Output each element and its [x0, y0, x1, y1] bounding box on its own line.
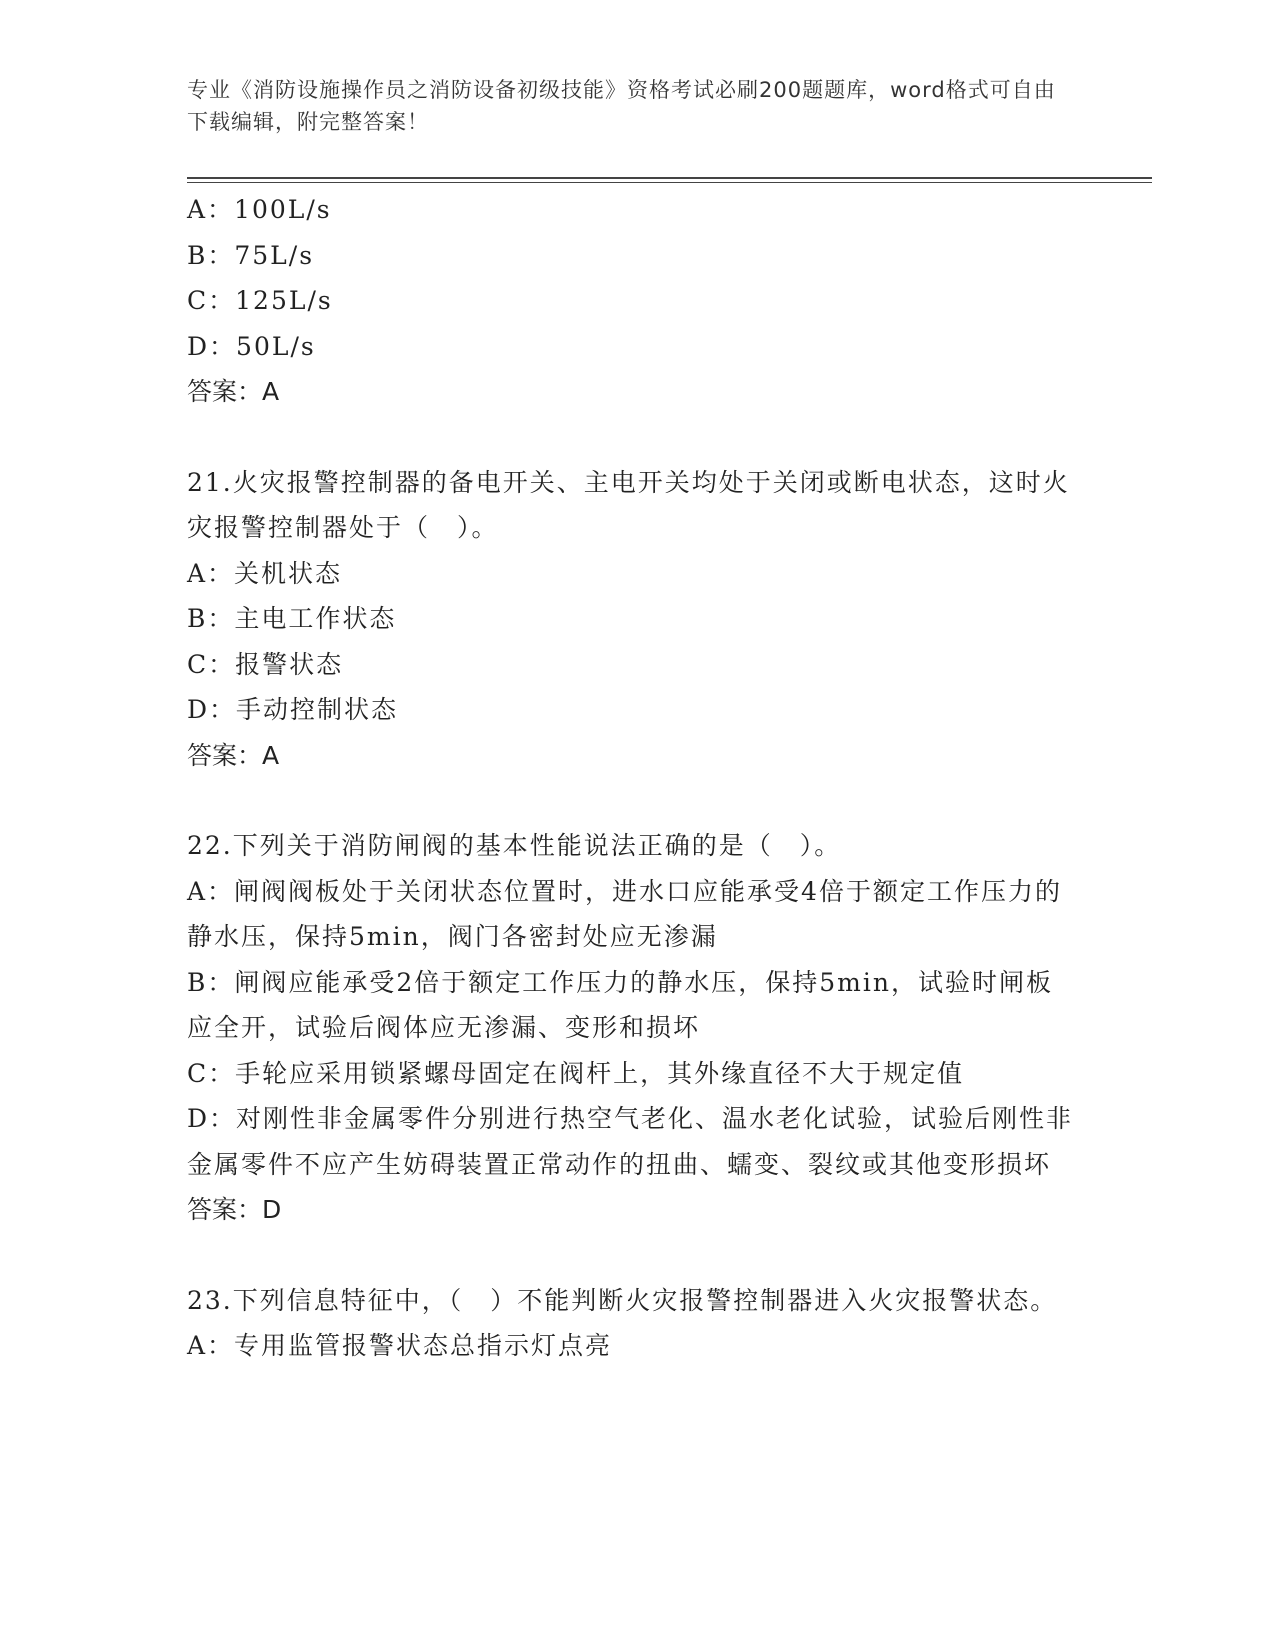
- option-d: D：对刚性非金属零件分别进行热空气老化、温水老化试验，试验后刚性非金属零件不应产生妨碍装置正常动作的扭曲、蠕变、裂纹或其他变形损坏: [187, 1104, 1074, 1179]
- option-b: B：75L/s: [187, 240, 315, 270]
- spacer: [187, 778, 1077, 823]
- spacer: [187, 415, 1077, 460]
- option-b: B：主电工作状态: [187, 604, 397, 633]
- option-d: D：手动控制状态: [187, 695, 399, 724]
- answer-line: 答案：A: [187, 740, 280, 770]
- question-stem: 22.下列关于消防闸阀的基本性能说法正确的是（ ）。: [187, 831, 842, 860]
- document-header: 专业《消防设施操作员之消防设备初级技能》资格考试必刷200题题库，word格式可自由下载编辑，附完整答案！: [187, 78, 1056, 134]
- question-block-21: [187, 460, 1077, 779]
- question-content: [187, 187, 1077, 1369]
- option-c: C：手轮应采用锁紧螺母固定在阀杆上，其外缘直径不大于规定值: [187, 1058, 965, 1088]
- answer-line: 答案：D: [187, 1195, 282, 1224]
- option-a: A：闸阀阀板处于关闭状态位置时，进水口应能承受4倍于额定工作压力的静水压，保持5min，阀门各密封处应无渗漏: [187, 876, 1062, 951]
- question-block-22: [187, 823, 1077, 1233]
- option-b: B：闸阀应能承受2倍于额定工作压力的静水压，保持5min，试验时闸板应全开，试验后阀体应无渗漏、变形和损坏: [187, 967, 1053, 1042]
- option-a: A：100L/s: [187, 195, 332, 224]
- question-stem: 23.下列信息特征中，（ ）不能判断火灾报警控制器进入火灾报警状态。: [187, 1285, 1058, 1315]
- option-c: C：报警状态: [187, 649, 344, 679]
- question-stem: 21.火灾报警控制器的备电开关、主电开关均处于关闭或断电状态，这时火灾报警控制器处于（ ）。: [187, 467, 1070, 542]
- option-d: D：50L/s: [187, 331, 316, 361]
- option-a: A：关机状态: [187, 558, 343, 588]
- question-block-23: [187, 1278, 1077, 1369]
- prev-question-block: [187, 187, 1077, 415]
- header-divider-thin: [187, 182, 1152, 183]
- answer-line: 答案：A: [187, 377, 280, 406]
- spacer: [187, 1233, 1077, 1278]
- option-a: A：专用监管报警状态总指示灯点亮: [187, 1331, 613, 1360]
- header-divider-thick: [187, 177, 1152, 179]
- option-c: C：125L/s: [187, 286, 333, 315]
